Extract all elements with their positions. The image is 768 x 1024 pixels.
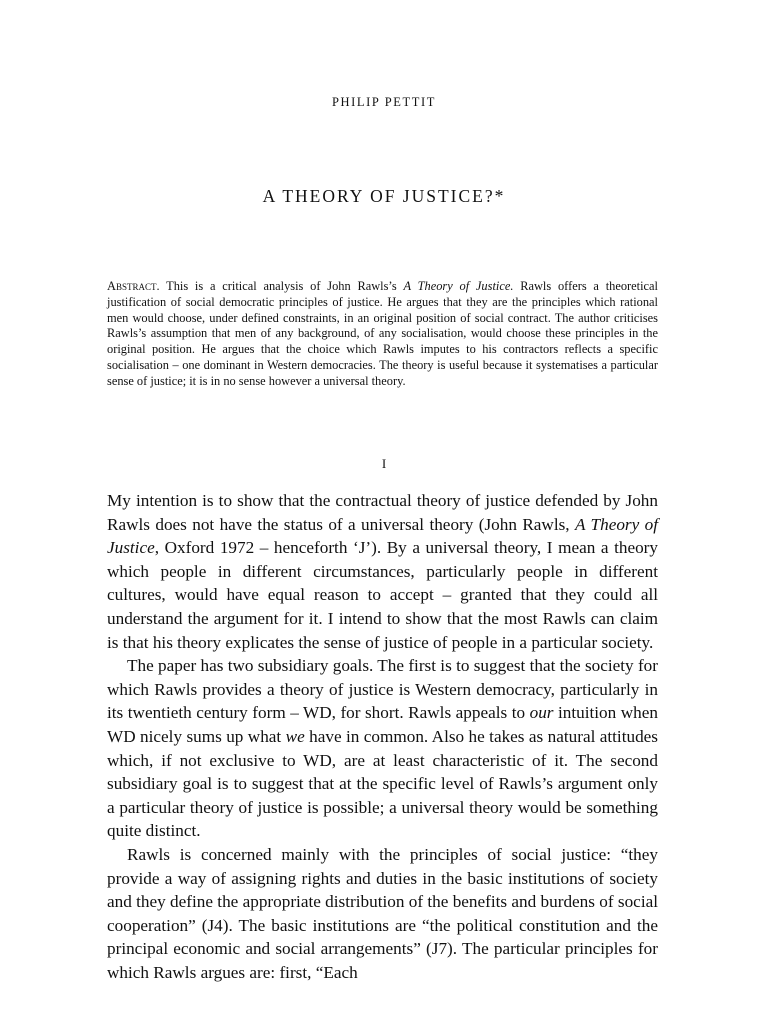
paragraph-3: Rawls is concerned mainly with the principles of social justice: “they provide a way of assigning rights and duties in the basic institutions of society and they define the appropriate distribution of the benefits and burdens of social cooperation” (J4). The basic institutions are “the political constitution and the principal economic and social arrangements” (J7). The particular principles for which Rawls argues are: first, “Each: [107, 844, 658, 982]
abstract-text-start: This is a critical analysis of John Rawls’s: [159, 279, 404, 293]
p2-text-c: have in common. Also he takes as natural attitudes which, if not exclusive to WD, are at least characteristic of it. The second subsidiary goal is to suggest that at the specific level of Rawls’s argument only a particular theory of justice is possible; a universal theory would be something quite distinct.: [107, 726, 658, 841]
p2-italic-our: our: [529, 703, 554, 723]
p1-text-a: My intention is to show that the contractual theory of justice defended by John Rawls does not have the status of a universal theory (John Rawls,: [107, 491, 658, 534]
body-text: [107, 489, 658, 984]
paragraph-1: [107, 489, 658, 654]
author-name: PHILIP PETTIT: [331, 95, 436, 109]
abstract-book-title: A Theory of Justice.: [403, 279, 514, 293]
p2-italic-we: we: [285, 726, 305, 746]
article-title: A THEORY OF JUSTICE?*: [262, 186, 506, 206]
paragraph-2: [107, 654, 658, 843]
p2-text-a: The paper has two subsidiary goals. The first is to suggest that the society for which Rawls provides a theory of justice is Western democracy, particularly in its twentieth century form – WD, for short. Rawls appeals to: [107, 656, 658, 723]
abstract-text-rest: Rawls offers a theoretical justification of social democratic principles of justice. He argues that they are the principles which rational men would choose, under defined constraints, in an original position of social contract. The author criticises Rawls’s assumption that men of any background, of any socialisation, would choose these principles in the original position. He argues that the choice which Rawls imputes to his contractors reflects a specific socialisation – one dominant in Western democracies. The theory is useful because it systematises a particular sense of justice; it is in no sense however a universal theory.: [107, 279, 658, 388]
section-numeral: I: [381, 456, 387, 471]
p2-text-b: intuition when WD nicely sums up what: [107, 703, 658, 746]
abstract-label: Abstract.: [107, 279, 160, 293]
p1-text-b: , Oxford 1972 – henceforth ‘J’). By a universal theory, I mean a theory which people in different circumstances, particularly people in different cultures, would have equal reason to accept – granted that they could all understand the argument for it. I intend to show that the most Rawls can claim is that his theory explicates the sense of justice of people in a particular society.: [107, 538, 658, 652]
abstract: [107, 279, 658, 390]
p1-book-title: A Theory of Justice: [107, 514, 658, 558]
